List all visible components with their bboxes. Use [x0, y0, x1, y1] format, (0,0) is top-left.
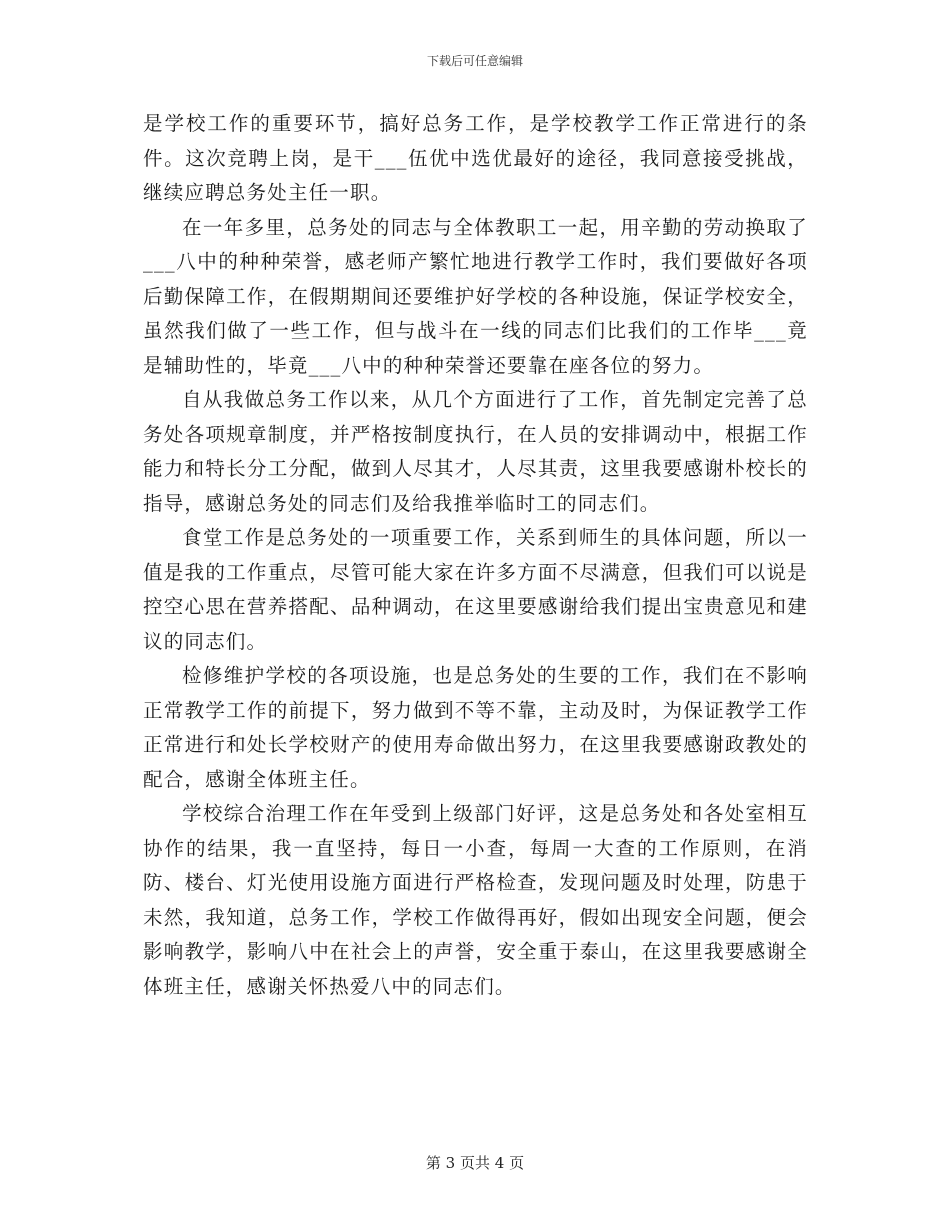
document-body — [143, 107, 808, 1004]
paragraph: 学校综合治理工作在年受到上级部门好评，这是总务处和各处室相互协作的结果，我一直坚持，每日一小查，每周一大查的工作原则，在消防、楼台、灯光使用设施方面进行严格检查，发现问题及时处理，防患于未然，我知道，总务工作，学校工作做得再好，假如出现安全问题，便会影响教学，影响八中在社会上的声誉，安全重于泰山，在这里我要感谢全体班主任，感谢关怀热爱八中的同志们。 — [143, 802, 808, 998]
paragraph: 自从我做总务工作以来，从几个方面进行了工作，首先制定完善了总务处各项规章制度，并严格按制度执行，在人员的安排调动中，根据工作能力和特长分工分配，做到人尽其才，人尽其责，这里我要感谢朴校长的指导，感谢总务处的同志们及给我推举临时工的同志们。 — [143, 388, 808, 515]
paragraph-continuation: 是学校工作的重要环节，搞好总务工作，是学校教学工作正常进行的条件。这次竞聘上岗，是干___伍优中选优最好的途径，我同意接受挑战，继续应聘总务处主任一职。 — [143, 112, 808, 204]
paragraph: 在一年多里，总务处的同志与全体教职工一起，用辛勤的劳动换取了___八中的种种荣誉，感老师产繁忙地进行教学工作时，我们要做好各项后勤保障工作，在假期期间还要维护好学校的各种设施，保证学校安全，虽然我们做了一些工作，但与战斗在一线的同志们比我们的工作毕___竟是辅助性的，毕竟___八中的种种荣誉还要靠在座各位的努力。 — [143, 215, 808, 377]
paragraph: 食堂工作是总务处的一项重要工作，关系到师生的具体问题，所以一值是我的工作重点，尽管可能大家在许多方面不尽满意，但我们可以说是控空心思在营养搭配、品种调动，在这里要感谢给我们提出宝贵意见和建议的同志们。 — [143, 526, 808, 653]
paragraph: 检修维护学校的各项设施，也是总务处的生要的工作，我们在不影响正常教学工作的前提下，努力做到不等不靠，主动及时，为保证教学工作正常进行和处长学校财产的使用寿命做出努力，在这里我要感谢政教处的配合，感谢全体班主任。 — [143, 664, 808, 791]
page-header: 下载后可任意编辑 — [426, 54, 523, 68]
page-footer: 第 3 页共 4 页 — [425, 1154, 525, 1172]
